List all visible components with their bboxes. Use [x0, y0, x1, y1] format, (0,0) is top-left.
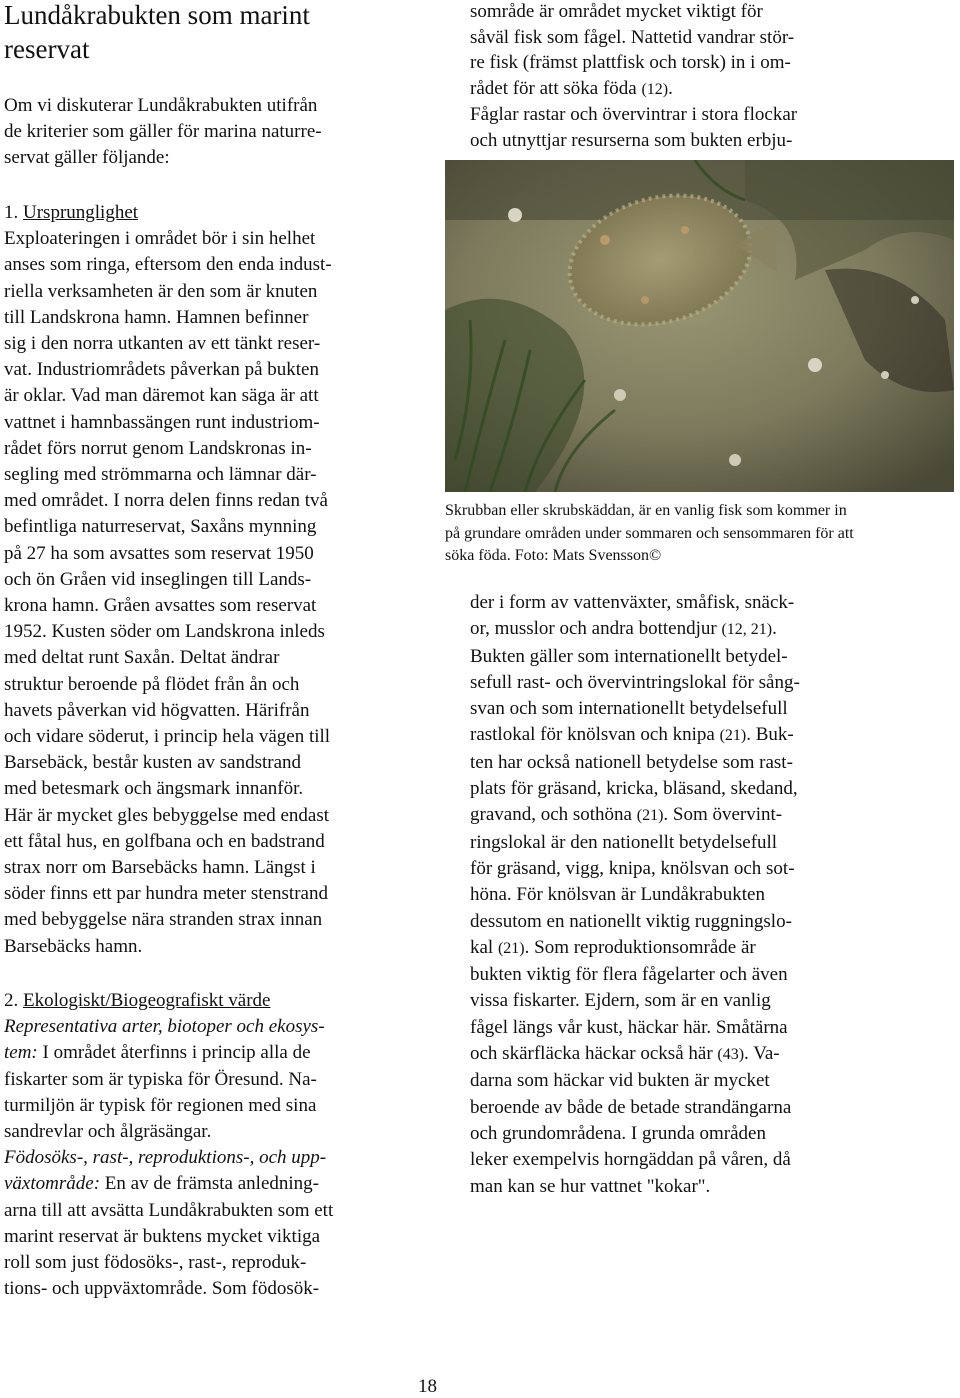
text-line: med betesmark och ängsmark innanför.: [4, 778, 304, 800]
text-line: [470, 988, 890, 1014]
text-line: struktur beroende på flödet från ån och: [4, 673, 300, 695]
subheading-line: Födosöks-, rast-, reproduktions-, och upp-: [4, 1147, 327, 1169]
text-run: beroende av både de betade strandängarna: [470, 1096, 792, 1118]
text-line: [470, 776, 890, 802]
text-run: och grundområdena. I grunda områden: [470, 1122, 766, 1144]
text-line: [470, 750, 890, 776]
text-run: . Som övervint-: [663, 804, 783, 826]
text-line: Barsebäck, består kusten av sandstrand: [4, 752, 302, 774]
text-line: fiskarter som är typiska för Öresund. Na-: [4, 1068, 317, 1090]
text-line: [470, 1147, 890, 1173]
reference: (21): [719, 727, 747, 745]
caption-line: Skrubban eller skrubskäddan, är en vanlig fisk som kommer in: [445, 502, 847, 519]
text-line: segling med strömmarna och lämnar där-: [4, 464, 317, 486]
text-line: söder finns ett par hundra meter stenstrand: [4, 883, 328, 905]
caption-line: söka föda. Foto: Mats Svensson©: [445, 547, 662, 564]
text-run: bukten viktig för flera fågelarter och även: [470, 964, 788, 986]
right-column-paragraph: [470, 590, 890, 1200]
text-run: gravand, och sothöna: [470, 804, 637, 826]
text-line: sområde är området mycket viktigt för: [470, 1, 763, 22]
text-line: sig i den norra utkanten av ett tänkt reser-: [4, 333, 321, 355]
text-line: [470, 962, 890, 988]
title-line: reservat: [4, 34, 90, 64]
text-line: med deltat runt Saxån. Deltat ändrar: [4, 647, 280, 669]
section-heading-line: [4, 988, 424, 1014]
intro-paragraph: [4, 93, 424, 171]
text-run: En av de främsta anledning-: [100, 1173, 319, 1195]
text-line: [470, 696, 890, 722]
text-line: med bebyggelse nära stranden strax innan: [4, 909, 323, 931]
text-line: Barsebäcks hamn.: [4, 935, 143, 957]
text-line: ett fåtal hus, en golfbana och en badstrand: [4, 830, 325, 852]
text-line: [470, 644, 890, 670]
photo-caption: [445, 500, 945, 568]
subheading: växtområde:: [4, 1173, 101, 1195]
text-run: or, musslor och andra bottendjur: [470, 618, 722, 640]
text-run: darna som häckar vid bukten är mycket: [470, 1070, 770, 1092]
reference: (43): [717, 1046, 745, 1064]
subheading: tem:: [4, 1042, 38, 1064]
section-number: 1.: [4, 202, 19, 223]
text-run: leker exempelvis horngäddan på våren, då: [470, 1149, 791, 1171]
section-ekologiskt-varde: [4, 988, 424, 1302]
text-run: . Som reproduktionsområde är: [524, 936, 756, 958]
text-line: re fisk (främst plattfisk och torsk) in i om-: [470, 52, 791, 74]
text-run: man kan se hur vattnet "kokar".: [470, 1175, 711, 1197]
text-line: [470, 1095, 890, 1121]
text-line: [470, 590, 890, 616]
text-line: Fåglar rastar och övervintrar i stora flockar: [470, 104, 798, 126]
text-line: servat gäller följande:: [4, 147, 170, 168]
text-run: . Buk-: [746, 724, 794, 746]
text-line: såväl fisk som fågel. Nattetid vandrar stör-: [470, 26, 795, 48]
text-run: der i form av vattenväxter, småfisk, snäck-: [470, 592, 795, 613]
text-line: [470, 1015, 890, 1041]
text-line: [4, 1040, 424, 1066]
text-line: på 27 ha som avsattes som reservat 1950: [4, 542, 314, 564]
page-number: 18: [418, 1376, 437, 1397]
text-line: arna till att avsätta Lundåkrabukten som ett: [4, 1199, 334, 1221]
text-line: och ön Gråen vid inseglingen till Lands-: [4, 568, 312, 590]
text-line: de kriterier som gäller för marina naturre-: [4, 121, 322, 142]
text-run: vissa fiskarter. Ejdern, som är en vanlig: [470, 990, 771, 1012]
text-run: rådet för att söka föda: [470, 77, 642, 99]
text-line: marint reservat är buktens mycket viktiga: [4, 1225, 321, 1247]
text-line: anses som ringa, eftersom den enda indust-: [4, 254, 332, 276]
text-line: [470, 76, 890, 103]
caption-line: på grundare områden under sommaren och sensommaren för att: [445, 524, 854, 542]
section-heading: Ekologiskt/Biogeografiskt värde: [23, 990, 271, 1011]
text-line: krona hamn. Gråen avsattes som reservat: [4, 595, 317, 617]
text-line: [470, 909, 890, 935]
text-line: [470, 882, 890, 908]
text-run: svan och som internationellt betydelsefull: [470, 698, 788, 720]
text-line: och vidare söderut, i princip hela vägen till: [4, 726, 331, 748]
text-line: [470, 1041, 890, 1068]
text-run: . Va-: [744, 1043, 780, 1065]
text-line: [470, 1121, 890, 1147]
text-line: och utnyttjar resurserna som bukten erbju-: [470, 129, 793, 151]
top-right-paragraph: [470, 0, 890, 154]
text-line: [470, 1068, 890, 1094]
text-line: Om vi diskuterar Lundåkrabukten utifrån: [4, 95, 318, 116]
section-ursprunglighet: [4, 200, 424, 960]
text-line: 1952. Kusten söder om Landskrona inleds: [4, 621, 325, 643]
text-run: .: [668, 77, 673, 99]
text-line: vat. Industriområdets påverkan på bukten: [4, 359, 319, 381]
text-run: ten har också nationell betydelse som rast-: [470, 751, 793, 773]
text-line: med området. I norra delen finns redan två: [4, 490, 328, 512]
reference: (12, 21): [721, 621, 773, 639]
section-heading: Ursprunglighet: [23, 202, 139, 223]
text-line: vattnet i hamnbassängen runt industriom-: [4, 411, 320, 433]
text-line: turmiljön är typisk för regionen med sina: [4, 1094, 317, 1116]
text-line: [470, 1174, 890, 1200]
title-line: Lundåkrabukten som marint: [4, 0, 310, 30]
text-run: och skärfläcka häckar också här: [470, 1043, 718, 1065]
text-run: plats för gräsand, kricka, bläsand, skedand,: [470, 778, 798, 800]
text-line: [470, 802, 890, 829]
text-line: roll som just födosöks-, rast-, reproduk-: [4, 1252, 307, 1274]
text-line: Exploateringen i området bör i sin helhet: [4, 228, 316, 250]
text-line: [4, 1171, 424, 1197]
text-line: riella verksamheten är den som är knuten: [4, 280, 318, 302]
text-run: .: [772, 618, 777, 640]
text-line: [470, 830, 890, 856]
text-run: höna. För knölsvan är Lundåkrabukten: [470, 884, 765, 906]
text-line: [470, 856, 890, 882]
text-run: sefull rast- och övervintringslokal för sång-: [470, 671, 800, 693]
text-line: tions- och uppväxtområde. Som födosök-: [4, 1278, 320, 1300]
text-run: I området återfinns i princip alla de: [37, 1042, 311, 1064]
text-line: strax norr om Barsebäcks hamn. Längst i: [4, 857, 316, 879]
text-run: ringslokal är den nationellt betydelsefull: [470, 831, 778, 853]
reference: (12): [641, 80, 669, 98]
text-line: till Landskrona hamn. Hamnen befinner: [4, 306, 309, 328]
text-line: [470, 935, 890, 962]
text-line: befintliga naturreservat, Saxåns mynning: [4, 516, 317, 538]
text-run: kal: [470, 936, 498, 958]
reference: (21): [636, 807, 664, 825]
text-run: dessutom en nationellt viktig ruggningslo-: [470, 910, 792, 932]
text-line: rådet förs norrut genom Landskronas in-: [4, 437, 312, 459]
section-number: 2.: [4, 990, 19, 1011]
flounder-photo-graphic: [445, 160, 954, 492]
page-title: [4, 0, 414, 66]
text-line: havets påverkan vid högvatten. Härifrån: [4, 699, 310, 721]
text-run: Bukten gäller som internationellt betydel-: [470, 645, 788, 667]
text-line: [470, 670, 890, 696]
text-run: rastlokal för knölsvan och knipa: [470, 724, 720, 746]
flounder-photo: [445, 160, 954, 492]
text-line: [470, 722, 890, 749]
subheading-line: Representativa arter, biotoper och ekosys-: [4, 1016, 325, 1038]
text-run: fågel längs vår kust, häckar här. Småtärna: [470, 1016, 788, 1038]
text-line: [470, 616, 890, 643]
text-line: är oklar. Vad man däremot kan säga är att: [4, 385, 319, 407]
section-heading-line: [4, 200, 424, 226]
text-line: Här är mycket gles bebyggelse med endast: [4, 804, 329, 826]
reference: (21): [497, 939, 525, 957]
text-line: sandrevlar och ålgräsängar.: [4, 1121, 212, 1143]
text-run: för gräsand, vigg, knipa, knölsvan och sot-: [470, 857, 795, 879]
